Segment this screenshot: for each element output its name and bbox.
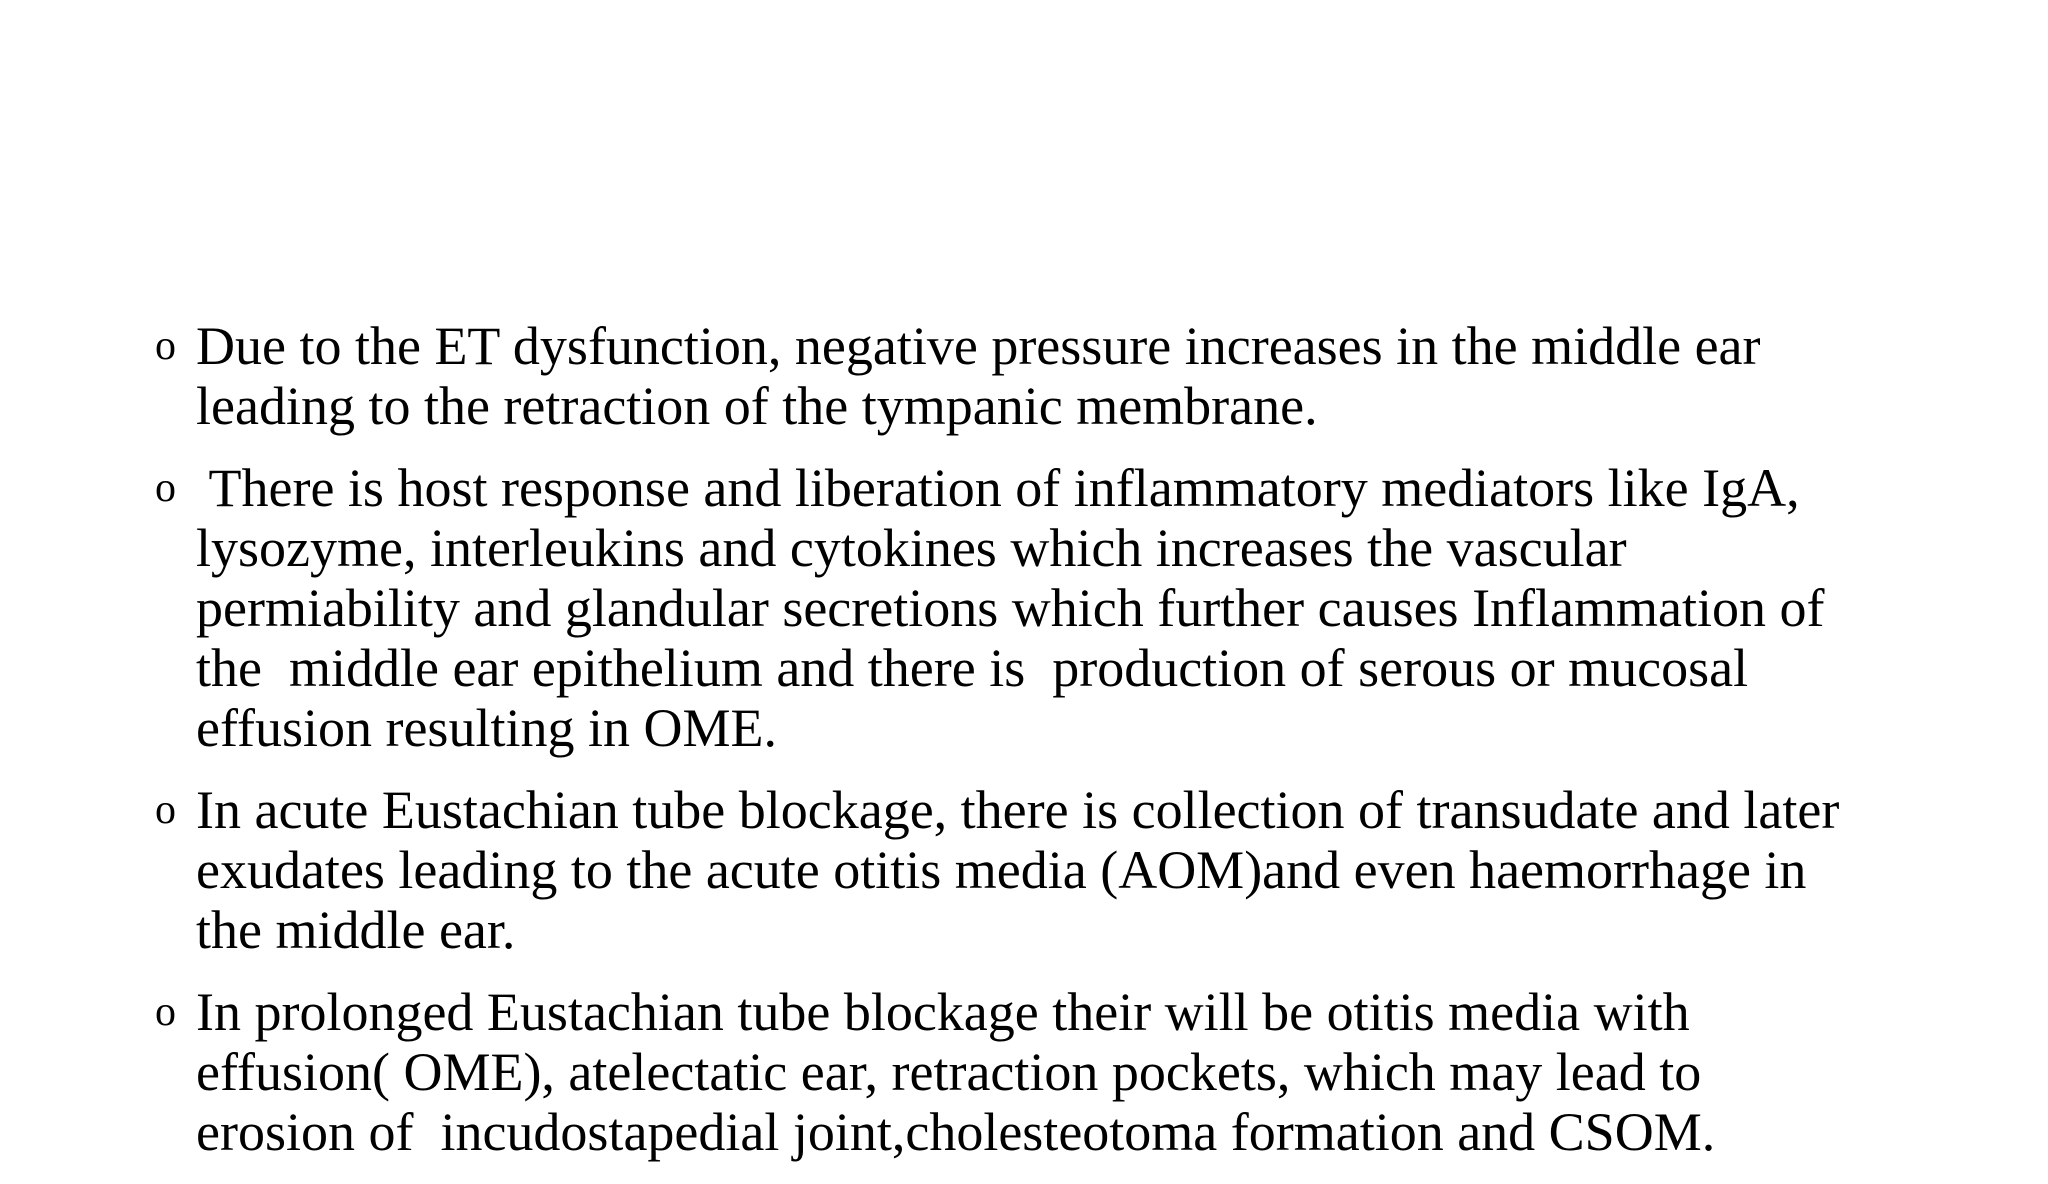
- bullet-line: lysozyme, interleukins and cytokines which increases the vascular: [196, 518, 1627, 578]
- bullet-marker-icon: o: [155, 787, 176, 833]
- bullet-item: [155, 316, 1915, 436]
- bullet-line: Due to the ET dysfunction, negative pressure increases in the middle ear: [196, 316, 1761, 376]
- bullet-marker-icon: o: [155, 989, 176, 1035]
- bullet-list: [155, 316, 1915, 1184]
- bullet-item: [155, 780, 1915, 960]
- bullet-line: leading to the retraction of the tympanic membrane.: [196, 376, 1318, 436]
- bullet-line: effusion resulting in OME.: [196, 698, 777, 758]
- bullet-line: exudates leading to the acute otitis media (AOM)and even haemorrhage in: [196, 840, 1807, 900]
- bullet-line: erosion of incudostapedial joint,cholesteotoma formation and CSOM.: [196, 1102, 1716, 1162]
- bullet-text: [196, 316, 1915, 436]
- bullet-line: There is host response and liberation of inflammatory mediators like IgA,: [196, 458, 1800, 518]
- bullet-text: [196, 780, 1915, 960]
- bullet-text: [196, 458, 1915, 758]
- bullet-item: [155, 458, 1915, 758]
- bullet-marker-icon: o: [155, 323, 176, 369]
- bullet-line: In acute Eustachian tube blockage, there is collection of transudate and later: [196, 780, 1840, 840]
- bullet-line: the middle ear.: [196, 900, 516, 960]
- bullet-text: [196, 982, 1915, 1162]
- bullet-line: permiability and glandular secretions which further causes Inflammation of: [196, 578, 1825, 638]
- bullet-item: [155, 982, 1915, 1162]
- bullet-line: In prolonged Eustachian tube blockage their will be otitis media with: [196, 982, 1690, 1042]
- bullet-line: effusion( OME), atelectatic ear, retraction pockets, which may lead to: [196, 1042, 1702, 1102]
- bullet-line: the middle ear epithelium and there is production of serous or mucosal: [196, 638, 1749, 698]
- bullet-marker-icon: o: [155, 465, 176, 511]
